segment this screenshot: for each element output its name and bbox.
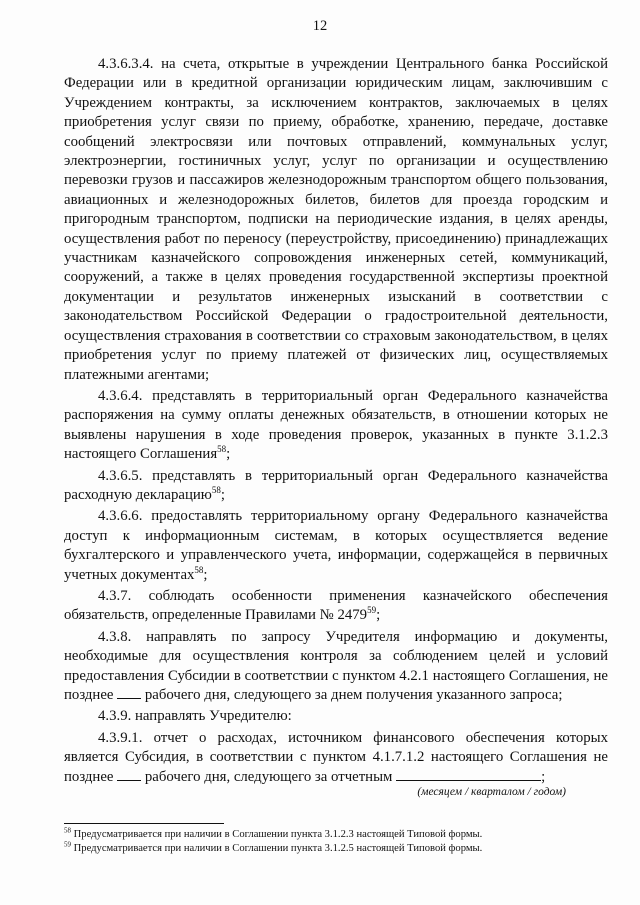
page-number: 12 [312, 18, 328, 34]
document-body [64, 55, 608, 801]
fill-in-blank[interactable] [117, 768, 141, 781]
punctuation: ; [541, 768, 546, 785]
footnote-item [64, 828, 608, 842]
paragraph-text: 4.3.6.4. представлять в территориальный орган Федерального казначейства распоряжения на сумму оплаты денежных обязательств, в отношении которых не выявлены нарушения в ходе проведения проверок, указанных в пункте 3.1.2.3 настоящего Соглашения [64, 387, 608, 463]
paragraph-text: 4.3.6.5. представлять в территориальный орган Федерального казначейства расходную декларацию [64, 467, 608, 503]
footnote-ref: 59 [367, 605, 377, 616]
paragraph-4-3-8 [64, 628, 608, 706]
paragraph-text: 4.3.9. направлять Учредителю: [98, 708, 292, 725]
paragraph-text: рабочего дня, следующего за днем получения указанного запроса; [144, 687, 563, 703]
paragraph-4-3-9 [64, 707, 608, 726]
footnote-ref: 58 [217, 444, 227, 455]
punctuation: ; [203, 566, 208, 583]
paragraph-text: рабочего дня, следующего за отчетным [144, 768, 393, 785]
paragraph-4-3-9-1 [64, 729, 608, 799]
paragraph-text: 4.3.6.6. предоставлять территориальному органу Федерального казначейства доступ к информационным системам, в которых осуществляется ведение бухгалтерского и управленческого учета, информации, содержащейся в первичных учетных документах [64, 508, 608, 583]
fill-in-blank[interactable] [117, 686, 141, 699]
punctuation: ; [220, 486, 225, 503]
footnote-divider [64, 823, 224, 824]
paragraph-text: 4.3.6.3.4. на счета, открытые в учреждении Центрального банка Российской Федерации или в кредитной организации юридическим лицам, заключившим с Учреждением контракты, за исключением контрактов, заключаемых в целях приобретения услуг связи по приему, обработке, хранению, передаче, доставке сообщений электросвязи или почтовых отправлений, коммунальных услуг, электроэнергии, гостиничных услуг, услуг по организации и осуществлению перевозки грузов и пассажиров железнодорожным транспортом общего пользования, авиационных и железнодорожных билетов, билетов для проезда городским и пригородным транспортом, подписки на периодические издания, в целях аренды, осуществления работ по переносу (переустройству, присоединению) принадлежащих участникам казначейского сопровождения инженерных сетей, коммуникаций, сооружений, а также в целях проведения государственной экспертизы проектной документации и результатов инженерных изысканий в соответствии с законодательством Российской Федерации о градостроительной деятельности, осуществления страхования в соответствии со страховым законодательством, в целях приобретения услуг по приему платежей от физических лиц, осуществляемых платежными агентами; [64, 56, 608, 383]
paragraph-4-3-6-5 [64, 467, 608, 506]
footnote-text: Предусматривается при наличии в Соглашении пункта 3.1.2.3 настоящей Типовой формы. [73, 829, 483, 840]
footnotes [64, 828, 608, 855]
fill-in-blank-period[interactable] [396, 768, 541, 781]
paragraph-text: 4.3.8. направлять по запросу Учредителя информацию и документы, необходимые для осуществления контроля за соблюдением целей и условий предоставления Субсидии в соответствии с пунктом 4.2.1 настоящего Соглашения, не позднее [64, 628, 608, 703]
footnote-item [64, 839, 608, 856]
punctuation: ; [226, 446, 231, 463]
paragraph-4-3-6-4 [64, 387, 608, 465]
paragraph-4-3-6-6 [64, 507, 608, 585]
paragraph-text: 4.3.9.1. отчет о расходах, источником финансового обеспечения которых является Субсидия, в соответствии с пунктом 4.1.7.1.2 настоящего Соглашения не позднее [64, 729, 608, 785]
paragraph-4-3-7 [64, 587, 608, 626]
period-note: (месяцем / кварталом / годом) [417, 786, 566, 799]
punctuation: ; [376, 607, 381, 624]
footnote-mark: 58 [64, 826, 71, 835]
paragraph-4-3-6-3-4 [64, 55, 608, 385]
footnote-text: Предусматривается при наличии в Соглашении пункта 3.1.2.5 настоящей Типовой формы. [73, 842, 483, 854]
footnote-ref: 58 [211, 485, 221, 496]
footnote-ref: 58 [194, 564, 204, 575]
paragraph-text: 4.3.7. соблюдать особенности применения казначейского обеспечения обязательств, определенные Правилами № 2479 [64, 587, 608, 624]
footnote-mark: 59 [64, 839, 71, 848]
